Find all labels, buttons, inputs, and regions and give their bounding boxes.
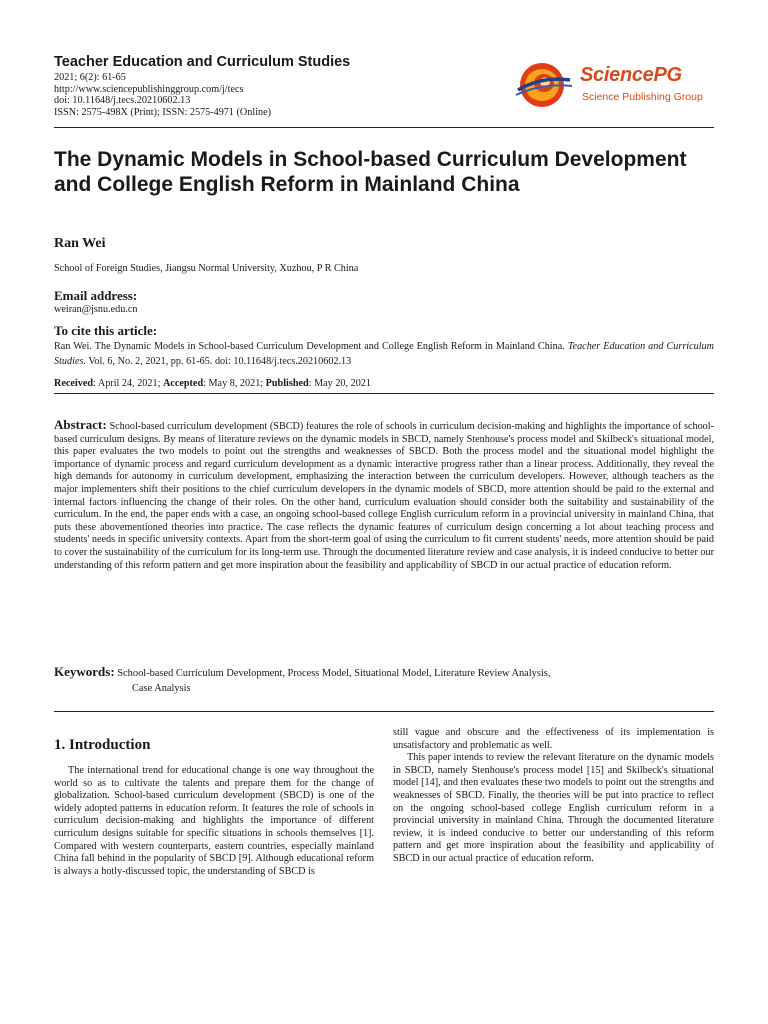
abstract xyxy=(54,419,714,572)
citation-details: Vol. 6, No. 2, 2021, pp. 61-65. doi: 10.11648/j.tecs.20210602.13 xyxy=(88,356,352,367)
journal-title: Teacher Education and Curriculum Studies xyxy=(54,54,351,70)
citation-journal: Teacher Education and Curriculum Studies. xyxy=(54,341,715,367)
body-paragraph: still vague and obscure and the effectiveness of its implementation is unsatisfactory and problematic as well. xyxy=(393,727,714,751)
body-paragraph: The international trend for educational change is one way throughout the world so as to cultivate the talents and prepare them for the change of globalization. School-based curriculum development (SBCD) is one of the widely adopted patterns in education reform. It features the role of schools in curriculum decision-making and highlights the importance of different curriculum designs suitable for specific situations in schools themselves [1]. Compared with western counterparts, eastern countries, especially mainland China fall behind in the popularity of SBCD [9]. Although educational reform is always a hotly-discussed topic, the understanding of SBCD is xyxy=(54,765,374,877)
abstract-text: School-based curriculum development (SBCD) features the role of schools in curriculum decision-making and highlights the importance of school-based curriculum designs. By means of literature reviews on the dynamic models in SBCD, namely Stenhouse's process model and Skilbeck's situational model, this paper evaluates the two models to point out the strengths and weaknesses of SBCD. Both the process model and the situational model highlight the importance of dynamic process and regard curriculum development as a dynamic interactive progress rather than a linear process. Additionally, they reveal the high demands for autonomy in curriculum development, emphasizing the interaction between the curriculum developers. However, although teachers as the major implementers shift their positions to the chief curriculum developers in the dynamic models of SBCD, more attention should be paid to the external and internal factors influencing the change of their roles. On the other hand, curriculum evaluation should consider both the suitability and sustainability of the curriculum. In the end, the paper ends with a case, an ongoing school-based college English curriculum reform in a provincial university in mainland China, that puts these abovementioned theories into practice. The case reflects the dynamic features of curriculum design concerning a lot about teaching process and students' needs in specific university contexts. Apart from the short-term goal of using the curriculum to fit current students' needs, more attention should be paid to cover the sustainability of the curriculum for its long-term use. Through the documented literature review and case analysis, it is indeed conducive to better our understanding of this reform pattern and get more inspiration about the feasibility and applicability of SBCD in our actual practice of education reform. xyxy=(54,421,715,571)
author-name: Ran Wei xyxy=(54,236,106,251)
body-column-right xyxy=(393,727,714,866)
logo-wordmark: SciencePG xyxy=(580,64,682,86)
keywords-line-1: School-based Curriculum Development, Process Model, Situational Model, Literature Review Analysis, xyxy=(117,668,551,679)
citation-main: Ran Wei. The Dynamic Models in School-based Curriculum Development and College English Reform in Mainland China. xyxy=(54,341,565,352)
paper-title: The Dynamic Models in School-based Curriculum Development and College English Reform in Mainland China xyxy=(54,148,687,196)
published-date: : May 20, 2021 xyxy=(308,378,371,389)
journal-url[interactable]: http://www.sciencepublishinggroup.com/j/tecs xyxy=(54,83,244,95)
journal-meta xyxy=(54,72,271,118)
sciencepg-logo xyxy=(512,58,712,110)
citation-text xyxy=(54,339,714,369)
body-paragraph: This paper intends to review the relevant literature on the dynamic models in SBCD, namely Stenhouse's process model [15] and Skilbeck's situational model [14], and then evaluates these two models to point out the strengths and weaknesses of SBCD. Finally, the theories will be put into practice to reflect on the ongoing school-based college English curriculum reform in a provincial university in mainland China. Through the documented literature review, it is indeed conducive to better our understanding of this reform pattern and get more inspiration about the feasibility and applicability of SBCD in our actual practice of education reform. xyxy=(393,752,714,864)
section-heading-introduction: 1. Introduction xyxy=(54,737,151,753)
header-divider xyxy=(54,127,714,128)
cite-heading: To cite this article: xyxy=(54,323,158,338)
received-date: : April 24, 2021; xyxy=(93,378,163,389)
author-affiliation: School of Foreign Studies, Jiangsu Normal University, Xuzhou, P R China xyxy=(54,263,359,274)
accepted-date: : May 8, 2021; xyxy=(203,378,266,389)
keywords-line-2: Case Analysis xyxy=(132,683,191,694)
published-label: Published xyxy=(265,378,309,389)
abstract-divider xyxy=(54,393,714,394)
body-column-left xyxy=(54,737,374,878)
received-label: Received xyxy=(54,378,94,389)
keywords xyxy=(54,664,714,696)
article-dates xyxy=(54,378,371,389)
accepted-label: Accepted xyxy=(162,378,204,389)
email-heading: Email address: xyxy=(54,288,138,303)
author-email[interactable]: weiran@jsnu.edu.cn xyxy=(54,304,138,315)
keywords-divider xyxy=(54,711,714,712)
journal-doi: doi: 10.11648/j.tecs.20210602.13 xyxy=(54,95,191,107)
issue-info: 2021; 6(2): 61-65 xyxy=(54,72,126,83)
abstract-label: Abstract: xyxy=(54,417,107,432)
journal-issn: ISSN: 2575-498X (Print); ISSN: 2575-4971 (Online) xyxy=(54,106,272,118)
keywords-label: Keywords: xyxy=(54,664,115,679)
sciencepg-logo-mark-icon xyxy=(512,58,574,110)
logo-subtitle: Science Publishing Group xyxy=(582,91,703,103)
